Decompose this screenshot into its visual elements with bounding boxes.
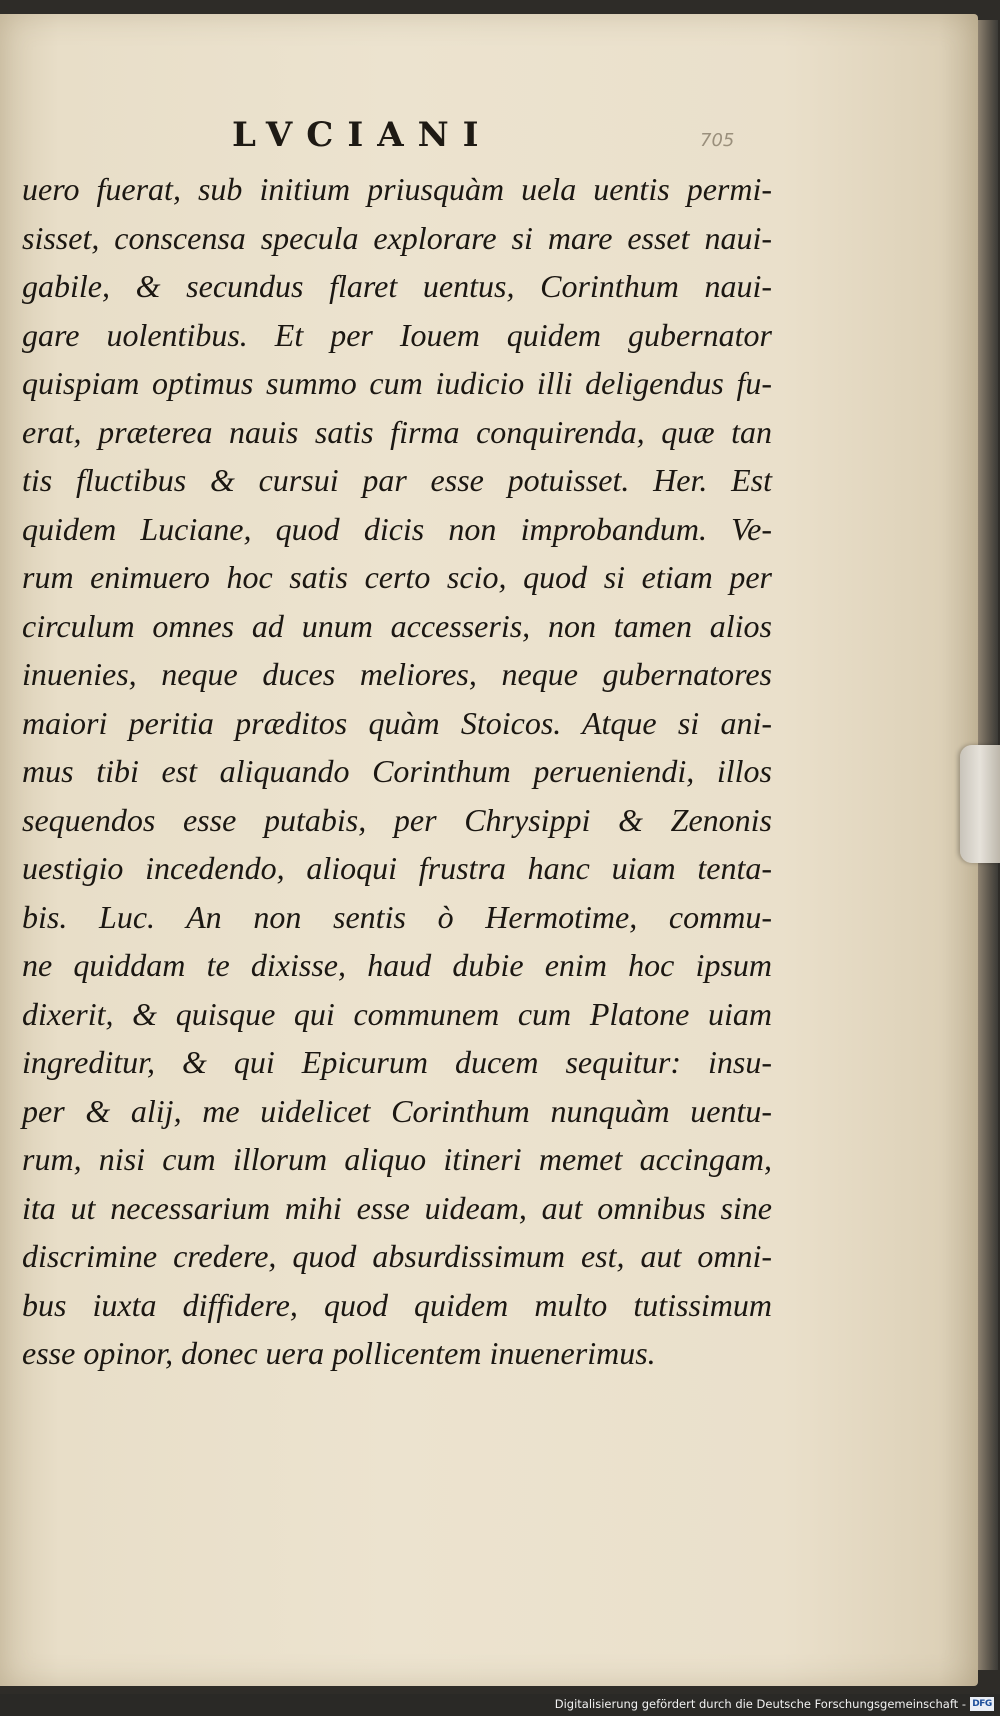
text-line: tis fluctibus & cursui par esse potuisset. Her. Est [22, 462, 772, 498]
text-line: ingreditur, & qui Epicurum ducem sequitur: insu- [22, 1044, 772, 1080]
text-line: quidem Luciane, quod dicis non improbandum. Ve- [22, 510, 772, 547]
text-line: sisset, conscensa specula explorare si mare esset naui- [22, 219, 772, 256]
text-line: gabile, & secundus flaret uentus, Corinthum naui- [22, 268, 772, 304]
text-line: per & alij, me uidelicet Corinthum nunquàm uentu- [22, 1092, 772, 1129]
text-line: bis. Luc. An non sentis ò Hermotime, commu- [22, 898, 772, 935]
text-line: inuenies, neque duces meliores, neque gubernatores [22, 656, 772, 692]
text-line: discrimine credere, quod absurdissimum est, aut omni- [22, 1238, 772, 1274]
text-block [22, 165, 772, 1378]
text-line: quispiam optimus summo cum iudicio illi deligendus fu- [22, 365, 772, 401]
text-line: ita ut necessarium mihi esse uideam, aut omnibus sine [22, 1189, 772, 1226]
footer-credit: Digitalisierung gefördert durch die Deutsche Forschungsgemeinschaft - [554, 1697, 966, 1711]
text-line: ne quiddam te dixisse, haud dubie enim hoc ipsum [22, 947, 772, 983]
text-line: circulum omnes ad unum accesseris, non tamen alios [22, 607, 772, 644]
text-line-last: esse opinor, donec uera pollicentem inuenerimus. [22, 1335, 656, 1371]
text-line: mus tibi est aliquando Corinthum perueniendi, illos [22, 753, 772, 789]
text-line: gare uolentibus. Et per Iouem quidem gubernator [22, 316, 772, 353]
text-line: bus iuxta diffidere, quod quidem multo tutissimum [22, 1286, 772, 1323]
text-line: uero fuerat, sub initium priusquàm uela uentis permi- [22, 171, 772, 207]
text-line: uestigio incedendo, alioqui frustra hanc uiam tenta- [22, 850, 772, 886]
text-line: sequendos esse putabis, per Chrysippi & Zenonis [22, 801, 772, 838]
text-line: rum, nisi cum illorum aliquo itineri memet accingam, [22, 1141, 772, 1177]
folio-number: 705 [700, 130, 735, 151]
dfg-logo: DFG [970, 1697, 994, 1711]
running-head: LVCIANI [232, 115, 493, 155]
text-line: maiori peritia præditos quàm Stoicos. Atque si ani- [22, 704, 772, 741]
bookmark-tab [960, 745, 1000, 863]
text-line: dixerit, & quisque qui communem cum Platone uiam [22, 995, 772, 1032]
text-line: erat, præterea nauis satis firma conquirenda, quæ tan [22, 413, 772, 450]
text-line: rum enimuero hoc satis certo scio, quod si etiam per [22, 559, 772, 595]
